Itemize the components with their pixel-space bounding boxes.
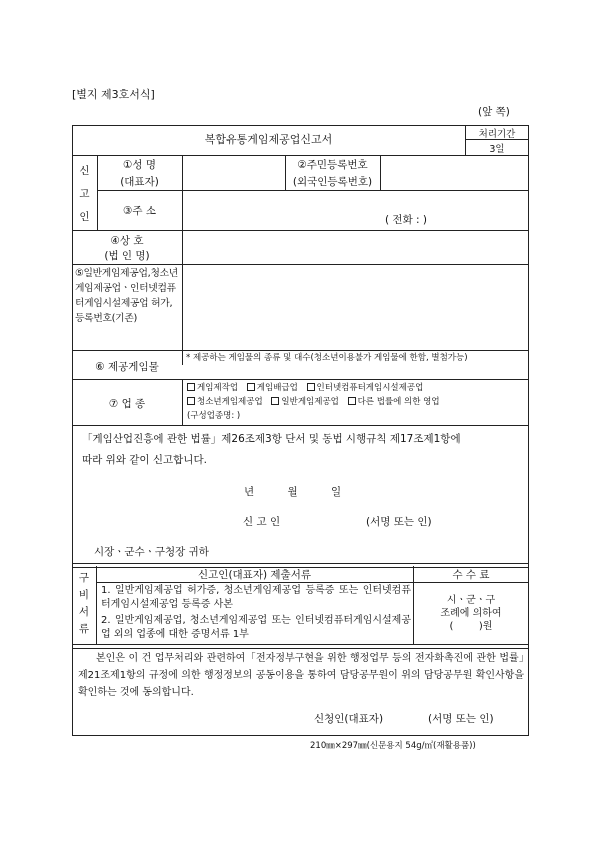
games-label: ⑥ 제공게임물 (95, 361, 159, 373)
checkbox-youth-game[interactable] (187, 397, 195, 405)
processing-value: 3일 (489, 144, 505, 155)
business-type-label: ⑦ 업 종 (108, 398, 146, 410)
business-type-options: 게임제작업 게임배급업 인터넷컴퓨터게임시설제공업 청소년게임제공업 일반게임제공업 다른 법률에 의한 영업 (구성업종명: ) (187, 383, 440, 421)
declaration-line1: 「게임산업진흥에 관한 법률」제26조제3항 단서 및 동법 시행규칙 제17조제1항에 (82, 433, 461, 445)
checkbox-game-distribution[interactable] (247, 383, 255, 391)
document-item1: 1. 일반게임제공업 허가증, 청소년게임제공업 등록증 또는 인터넷컴퓨터게임시설제공업 등록증 사본 (101, 585, 411, 610)
registration-label: ⑤일반게임제공업,청소년게임제공업ㆍ인터넷컴퓨터게임시설제공업 허가, 등록번호(기존) (75, 268, 178, 324)
fee-text1: 시ㆍ군ㆍ구 (446, 595, 496, 606)
address-label: ③주 소 (122, 205, 157, 217)
applicant-group-label: 신 고 인 (79, 165, 90, 223)
document-item2: 2. 일반게임제공업, 청소년게임제공업 또는 인터넷컴퓨터게임시설제공업 외의 업종에 대한 증명서류 1부 (101, 615, 411, 640)
signer-signature: (서명 또는 인) (366, 516, 432, 528)
rrn-label: ②주민등록번호 (297, 159, 368, 171)
checkbox-game-production[interactable] (187, 383, 195, 391)
phone-text: ( 전화 : ) (385, 214, 428, 226)
business-name-field[interactable] (186, 234, 524, 260)
name-sub: (대표자) (120, 176, 159, 188)
declaration-line2: 따라 위와 같이 신고합니다. (82, 454, 207, 466)
page-side: (앞 쪽) (478, 106, 510, 118)
games-note: * 제공하는 게임물의 종류 및 대수(청소년이용불가 게임물에 한함, 별첨가능) (186, 353, 468, 363)
signer-label: 신 고 인 (243, 516, 281, 528)
checkbox-internet-pc[interactable] (307, 383, 315, 391)
consent-signature: (서명 또는 인) (428, 713, 494, 725)
rrn-sub: (외국인등록번호) (292, 176, 373, 188)
processing-label: 처리기간 (478, 129, 516, 140)
name-field[interactable] (186, 160, 281, 184)
registration-field[interactable] (186, 268, 524, 346)
checkbox-general-game[interactable] (271, 397, 279, 405)
consent-signer: 신청인(대표자) (314, 713, 384, 725)
form-id: [별지 제3호서식] (72, 88, 155, 101)
fee-header: 수 수 료 (452, 569, 490, 581)
address-field[interactable] (186, 194, 382, 226)
form-title: 복합유통게임제공업신고서 (204, 133, 333, 146)
consent-text: 본인은 이 건 업무처리와 관련하여「전자정부구현을 위한 행정업무 등의 전자화촉진에 관한 법률」제21조제1항의 규정에 의한 행정정보의 공동이용을 통하여 담당공무원이 위의 담당공무원 확인사항을 확인하는 것에 동의합니다. (78, 653, 524, 698)
documents-side-label: 구 비 서 류 (78, 572, 90, 635)
documents-header: 신고인(대표자) 제출서류 (198, 569, 311, 581)
fee-text2: 조례에 의하여 (440, 608, 502, 619)
date-line: 년 월 일 (244, 486, 342, 498)
addressee: 시장ㆍ군수ㆍ구청장 귀하 (94, 546, 209, 558)
business-name-sub: (법 인 명) (104, 250, 150, 262)
rrn-field[interactable] (384, 160, 524, 184)
checkbox-other-law[interactable] (348, 397, 356, 405)
fee-text3: ( )원 (449, 621, 493, 632)
paper-size-footer: 210㎜×297㎜(신문용지 54g/㎡(재활용품)) (310, 741, 476, 751)
business-name-label: ④상 호 (110, 235, 144, 247)
name-label: ①성 명 (122, 159, 157, 171)
